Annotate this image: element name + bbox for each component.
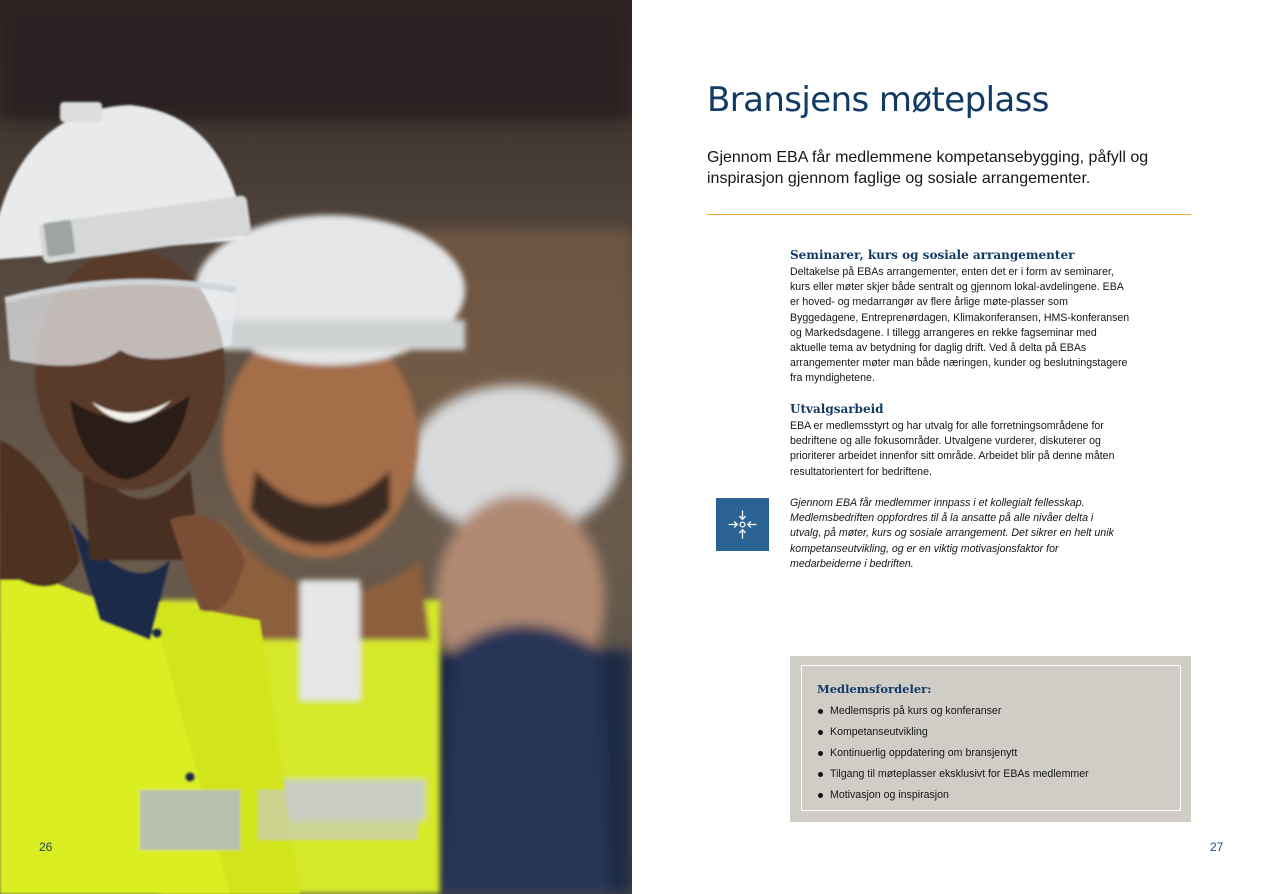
page-number-right: 27 [1210,840,1224,854]
converge-arrows-icon [716,498,769,551]
accent-divider [707,214,1191,215]
benefits-heading: Medlemsfordeler: [817,682,932,696]
list-item: Kontinuerlig oppdatering om bransjenytt [817,743,1089,764]
section-body: Deltakelse på EBAs arrangementer, enten det er i form av seminarer, kurs eller møter skjer både sentralt og gjennom lokal-avdelingene. EBA er hoved- og medarrangør av flere årlige møte-plasser som Byggedagene, Entreprenørdagen, Klimakonferansen, HMS-konferansen og Markedsdagene. I tillegg arrangeres en rekke fagseminar med aktuelle tema av betydning for daglig drift. Ved å delta på EBAs arrangementer møter man både næringen, kunder og beslutningstagere fra myndighetene. [790,266,1130,385]
workers-illustration [0,0,632,894]
page-title: Bransjens møteplass [707,80,1049,120]
cover-photo [0,0,632,894]
pull-quote: Gjennom EBA får medlemmer innpass i et kollegialt fellesskap. Medlemsbedriften oppfordres til å la ansatte på alle nivåer delta i utvalg, på møter, kurs og sosiale arrangement. Det sikrer en helt unik kompetanseutvikling, og er en viktig motivasjonsfaktor for medarbeiderne i bedriften. [790,497,1114,570]
list-item: Tilgang til møteplasser eksklusivt for EBAs medlemmer [817,764,1089,785]
list-item: Kompetanseutvikling [817,722,1089,743]
section-heading: Seminarer, kurs og sosiale arrangementer [790,248,1075,262]
page-number-left: 26 [39,840,53,854]
list-item: Motivasjon og inspirasjon [817,785,1089,806]
section-seminars [790,248,1130,387]
lead-paragraph: Gjennom EBA får medlemmene kompetansebygging, påfyll og inspirasjon gjennom faglige og sosiale arrangementer. [707,149,1149,187]
section-committees [790,402,1130,480]
list-item: Medlemspris på kurs og konferanser [817,701,1089,722]
benefits-frame [801,665,1181,811]
benefits-box [790,656,1191,822]
benefits-list [817,701,1089,806]
section-body: EBA er medlemsstyrt og har utvalg for alle forretningsområdene for bedriftene og alle fokusområder. Utvalgene vurderer, diskuterer og prioriterer arbeidet innenfor sitt område. Arbeidet blir på denne måten resultatorientert for bedriftene. [790,420,1115,478]
section-heading: Utvalgsarbeid [790,402,884,416]
